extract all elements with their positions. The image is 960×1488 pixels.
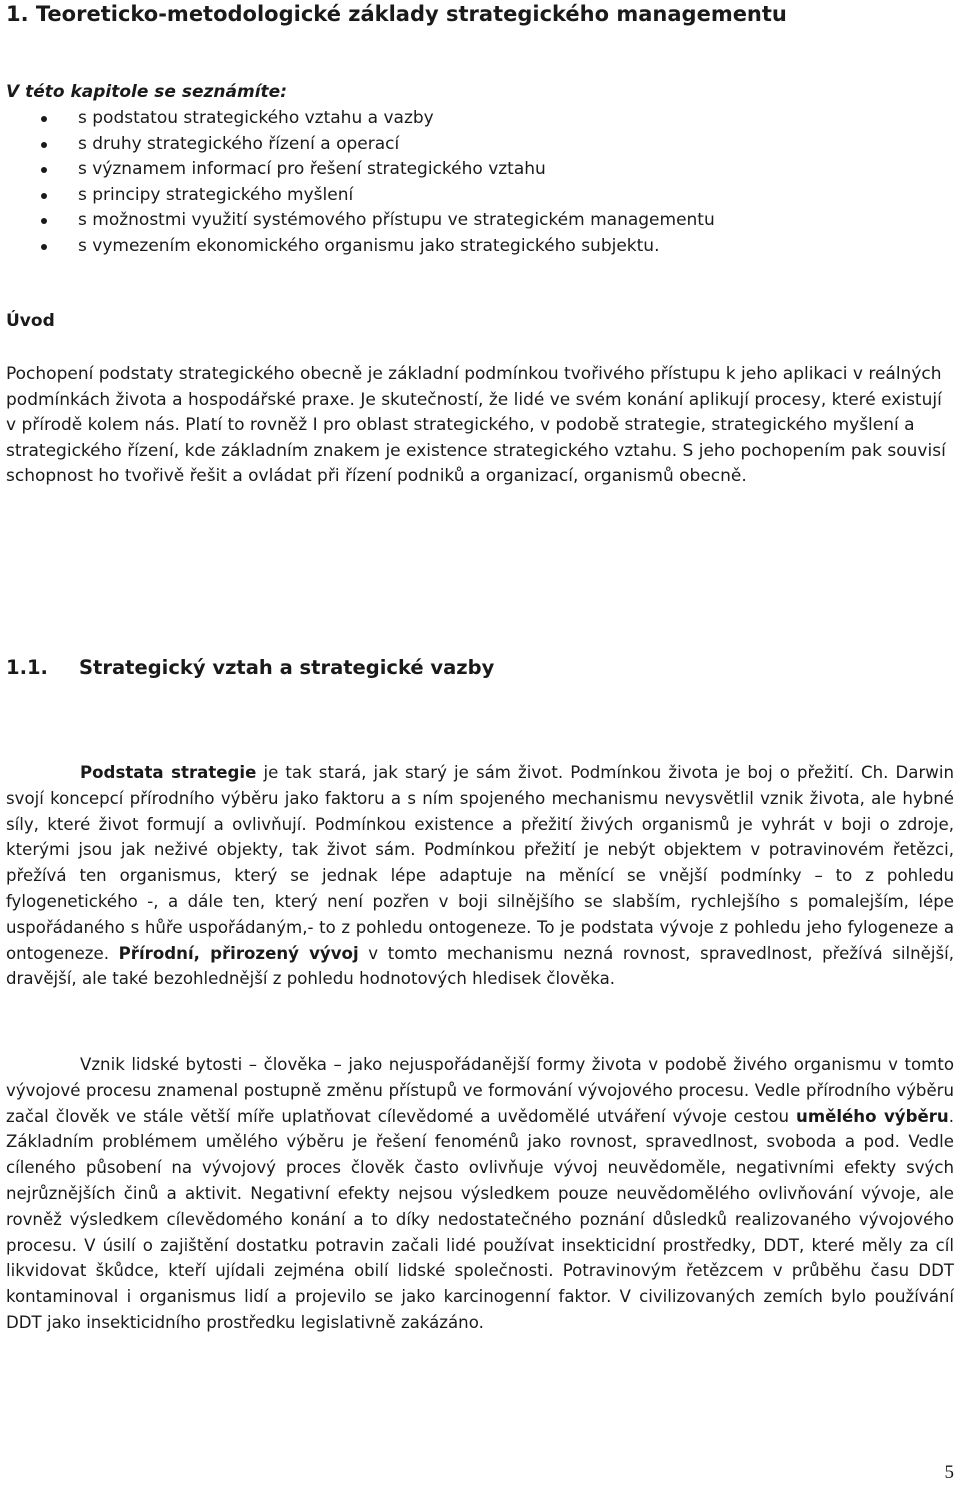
section-number: 1.1. (6, 656, 48, 679)
bold-term: umělého výběru (796, 1106, 949, 1126)
bold-term: Podstata strategie (80, 763, 257, 782)
introduction-paragraph: Pochopení podstaty strategického obecně je základní podmínkou tvořivého přístupu k jeho aplikaci v reálných podmínkách života a hospodářské praxe. Je skutečností, že lidé ve svém konání aplikují procesy, které existují v přírodě kolem nás. Platí to rovněž I pro oblast strategického, v podobě strategie, strategického myšlení a strategického řízení, kde základním znakem je existence strategického vztahu. S jeho pochopením pak souvisí schopnost ho tvořivě řešit a ovládat při řízení podniků a organizací, organismů obecně. (6, 364, 946, 487)
objectives-heading: V této kapitole se seznámíte: (6, 82, 287, 102)
objectives-list (0, 106, 715, 260)
paragraph-text: Vznik lidské bytosti – člověka – jako nejuspořádanější formy života v podobě živého organismu v tomto vývojové procesu znamenal postupně změnu přístupů ve formování vývojového procesu. Vedle přírodního výběru začal člověk ve stále větší míře uplatňovat cílevědomé a uvědomělé utváření vývoje cestou (6, 1055, 954, 1126)
list-item: s vymezením ekonomického organismu jako strategického subjektu. (0, 234, 715, 260)
section-heading (6, 656, 494, 679)
paragraph-text: v tomto mechanismu nezná rovnost, spravedlnost, přežívá silnější, dravější, ale také bezohlednější z pohledu hodnotových hledisek člověka. (6, 943, 954, 989)
body-paragraph-1 (6, 760, 954, 992)
bold-term: Přírodní, přirozený vývoj (118, 943, 359, 963)
body-paragraph-2 (6, 1052, 954, 1336)
section-title: Strategický vztah a strategické vazby (79, 656, 495, 679)
list-item: s významem informací pro řešení strategického vztahu (0, 157, 715, 183)
list-item: s druhy strategického řízení a operací (0, 132, 715, 158)
paragraph-text: . Základním problémem umělého výběru je řešení fenoménů jako rovnost, spravedlnost, svoboda a pod. Vedle cíleného působení na vývojový proces člověk často ovlivňuje vývoj neuvědoměle, negativními efekty svých nejrůznějších činů a aktivit. Negativní efekty nejsou výsledkem pouze neuvědomělého ovlivňování vývoje, ale rovněž výsledkem cílevědomého konání a to díky nedostatečného poznání důsledků realizovaného vývojového procesu. V úsilí o zajištění dostatku potravin začali lidé používat insekticidní prostředky, DDT, které měly za cíl likvidovat škůdce, kteří ujídali zejména obilí lidské společnosti. Potravinovým řetězcem v průběhu času DDT kontaminoval i organismus lidí a projevilo se jako karcinogenní faktor. V civilizovaných zemích bylo používání DDT jako insekticidního prostředku legislativně zakázáno. (6, 1106, 954, 1332)
introduction-heading: Úvod (6, 311, 55, 331)
list-item: s možnostmi využití systémového přístupu ve strategickém managementu (0, 208, 715, 234)
list-item: s podstatou strategického vztahu a vazby (0, 106, 715, 132)
chapter-title: 1. Teoreticko-metodologické základy strategického managementu (6, 2, 787, 26)
list-item: s principy strategického myšlení (0, 183, 715, 209)
paragraph-text: je tak stará, jak starý je sám život. Podmínkou života je boj o přežití. Ch. Darwin svojí koncepcí přírodního výběru jako faktoru a s ním spojeného mechanismu nevysvětlil vznik života, ale hybné síly, které život formují a ovlivňují. Podmínkou existence a přežití živých organismů je vyhrát v boji o zdroje, kterými jsou jak neživé objekty, tak život sám. Podmínkou přežití je nebýt objektem v potravinovém řetězci, přežívá ten organismus, který se jednak lépe adaptuje na měnící se vnější podmínky – to z pohledu fylogenetického -, a dále ten, který není pozřen v boji silnějšího se slabším, rychlejšího s pomalejším, lépe uspořádaného s hůře uspořádaným,- to z pohledu ontogeneze. To je podstata vývoje z pohledu jeho fylogeneze a ontogeneze. (6, 763, 954, 963)
page-number: 5 (944, 1462, 954, 1483)
